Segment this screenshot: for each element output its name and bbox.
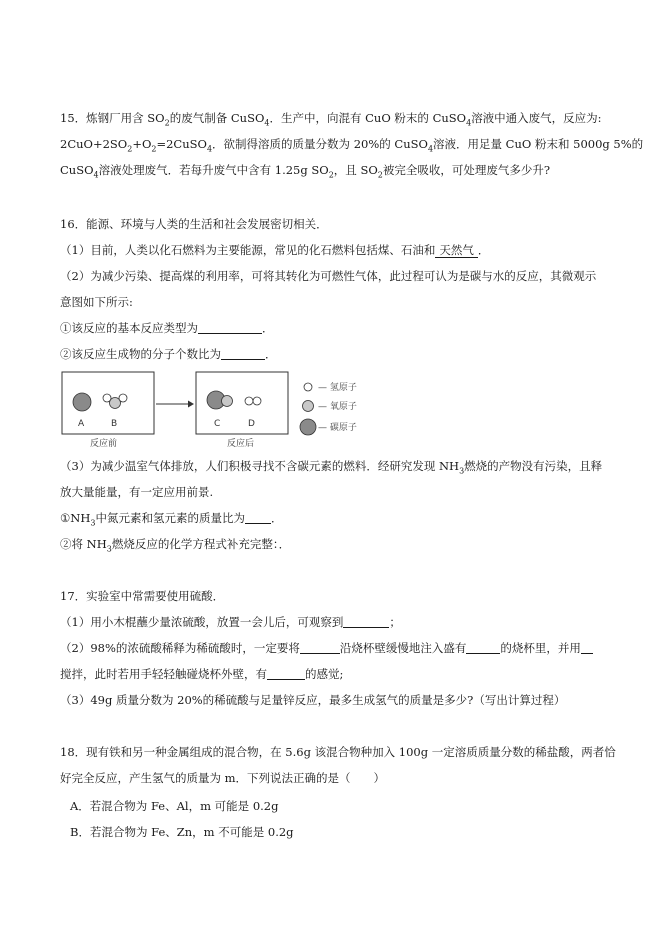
q16-part-2-line-2: 意图如下所示: (60, 295, 133, 309)
subscript: 2 (328, 170, 334, 180)
blank-mass-ratio[interactable] (245, 511, 271, 524)
legend-carbon: — 碳原子 (318, 423, 357, 433)
q16-sub-2 (60, 346, 277, 362)
q17-part-2-line-1 (60, 640, 593, 656)
subscript: 3 (90, 518, 96, 528)
q15-text: ．欲制得溶质的质量分数为 20%的 CuSO (212, 137, 428, 151)
q16-title: 16．能源、环境与人类的生活和社会发展密切相关． (60, 217, 328, 231)
q17-text: 的烧杯里，并用 (500, 641, 581, 655)
q16-text: （3）为减少温室气体排放，人们积极寻找不含碳元素的燃料．经研究发现 NH (60, 459, 460, 473)
q18-option-a[interactable]: A．若混合物为 Fe、Al，m 可能是 0.2g (70, 799, 279, 813)
q16-sub-3 (60, 510, 283, 526)
q17-text: 搅拌，此时若用手轻轻触碰烧杯外壁，有 (60, 667, 267, 681)
q15-line-1 (60, 110, 602, 126)
hydrogen-atom (245, 397, 253, 405)
q16-sub-4 (60, 536, 290, 552)
subscript: 4 (93, 170, 99, 180)
q18-line-2: 好完全反应，产生氢气的质量为 m．下列说法正确的是（ ） (60, 771, 386, 785)
q16-part-3-line-1 (60, 458, 602, 474)
subscript: 2 (377, 170, 383, 180)
q16-text: ②该反应生成物的分子个数比为 (60, 347, 221, 361)
q15-text: 的废气制备 CuSO (169, 111, 265, 125)
q17-part-1 (60, 614, 401, 630)
legend-oxygen-icon (303, 401, 314, 412)
q15-text: 2CuO+2SO (60, 137, 128, 151)
q15-text: =2CuSO (156, 137, 207, 151)
q18-line-1: 18．现有铁和另一种金属组成的混合物，在 5.6g 该混合物种加入 100g 一定溶质质量分数的稀盐酸，两者恰 (60, 745, 616, 759)
subscript: 4 (264, 118, 270, 128)
after-label: 反应后 (227, 439, 255, 448)
q15-text: +O (132, 137, 152, 151)
q15-text: CuSO (60, 163, 94, 177)
label-d: D (248, 419, 255, 429)
hydrogen-atom (253, 397, 261, 405)
blank-beaker-content[interactable] (466, 641, 500, 654)
q17-text: ； (389, 615, 401, 629)
answer-natural-gas: 天然气 (435, 243, 478, 258)
subscript: 4 (206, 144, 213, 154)
carbon-atom (73, 393, 91, 411)
q16-text: 燃烧的产物没有污染，且释 (464, 459, 603, 473)
q17-part-2-line-2 (60, 666, 343, 682)
oxygen-atom (222, 396, 233, 407)
q16-text: ①NH (60, 511, 91, 525)
q15-text: ．生产中，向混有 CuO 粉末的 CuSO (269, 111, 467, 125)
subscript: 3 (106, 544, 112, 554)
blank-observation[interactable] (343, 615, 389, 628)
subscript: 2 (151, 144, 157, 154)
arrow-head-icon (188, 401, 194, 408)
before-label: 反应前 (90, 439, 118, 448)
q17-text: （2）98%的浓硫酸稀释为稀硫酸时，一定要将 (60, 641, 300, 655)
q15-line-3 (60, 162, 550, 178)
q17-title: 17．实验室中常需要使用硫酸． (60, 589, 225, 603)
q16-text: ． (262, 321, 274, 335)
q16-text: ． (477, 243, 490, 257)
subscript: 2 (164, 118, 170, 128)
q15-text: 被完全吸收，可处理废气多少升? (382, 163, 551, 177)
q16-part-1 (60, 242, 489, 258)
reaction-diagram (60, 370, 360, 448)
blank-molecule-ratio[interactable] (221, 347, 265, 360)
q18-option-b[interactable]: B．若混合物为 Fe、Zn，m 不可能是 0.2g (70, 825, 294, 839)
label-b: B (111, 419, 118, 429)
q16-text: ①该反应的基本反应类型为 (60, 321, 198, 335)
q17-part-3: （3）49g 质量分数为 20%的稀硫酸与足量锌反应，最多生成氢气的质量是多少?（写出计算过程） (60, 693, 566, 707)
q16-text: ②将 NH (60, 537, 107, 551)
blank-stir-tool[interactable] (581, 641, 593, 654)
blank-reaction-type[interactable] (198, 321, 262, 334)
blank-feeling[interactable] (267, 667, 305, 680)
q15-text: 15．炼钢厂用含 SO (60, 111, 165, 125)
q16-sub-1 (60, 320, 274, 336)
q16-text: （1）目前，人类以化石燃料为主要能源，常见的化石燃料包括煤、石油和 (60, 243, 436, 257)
q17-text: （1）用小木棍蘸少量浓硫酸，放置一会儿后，可观察到 (60, 615, 344, 629)
q16-part-3-line-2: 放大量能量，有一定应用前景. (60, 485, 214, 499)
legend-hydrogen: — 氢原子 (318, 383, 357, 393)
q15-line-2 (60, 136, 643, 152)
subscript: 2 (127, 144, 133, 154)
label-a: A (78, 419, 85, 429)
subscript: 4 (427, 144, 434, 154)
hydrogen-atom (119, 394, 127, 402)
label-c: C (214, 419, 221, 429)
legend-carbon-icon (300, 419, 316, 435)
subscript: 4 (466, 118, 472, 128)
q16-text: 中氮元素和氢元素的质量比为 (95, 511, 245, 525)
q16-part-2-line-1: （2）为减少污染、提高煤的利用率，可将其转化为可燃性气体，此过程可认为是碳与水的反应，其微观示 (60, 269, 597, 283)
q15-text: 溶液中通入废气，反应为: (471, 111, 602, 125)
subscript: 3 (459, 466, 465, 476)
q16-text: 燃烧反应的化学方程式补充完整：． (111, 537, 291, 551)
q16-text: ． (265, 347, 277, 361)
q15-text: ，且 SO (333, 163, 378, 177)
q15-text: 溶液处理废气．若每升废气中含有 1.25g SO (98, 163, 329, 177)
q17-text: 沿烧杯壁缓慢地注入盛有 (339, 641, 467, 655)
blank-pour-substance[interactable] (300, 641, 340, 654)
legend-oxygen: — 氧原子 (318, 402, 357, 412)
q17-text: 的感觉; (305, 667, 344, 681)
legend-hydrogen-icon (304, 383, 312, 391)
q15-text: 溶液．用足量 CuO 粉末和 5000g 5%的 (433, 137, 644, 151)
q16-text: ． (271, 511, 283, 525)
